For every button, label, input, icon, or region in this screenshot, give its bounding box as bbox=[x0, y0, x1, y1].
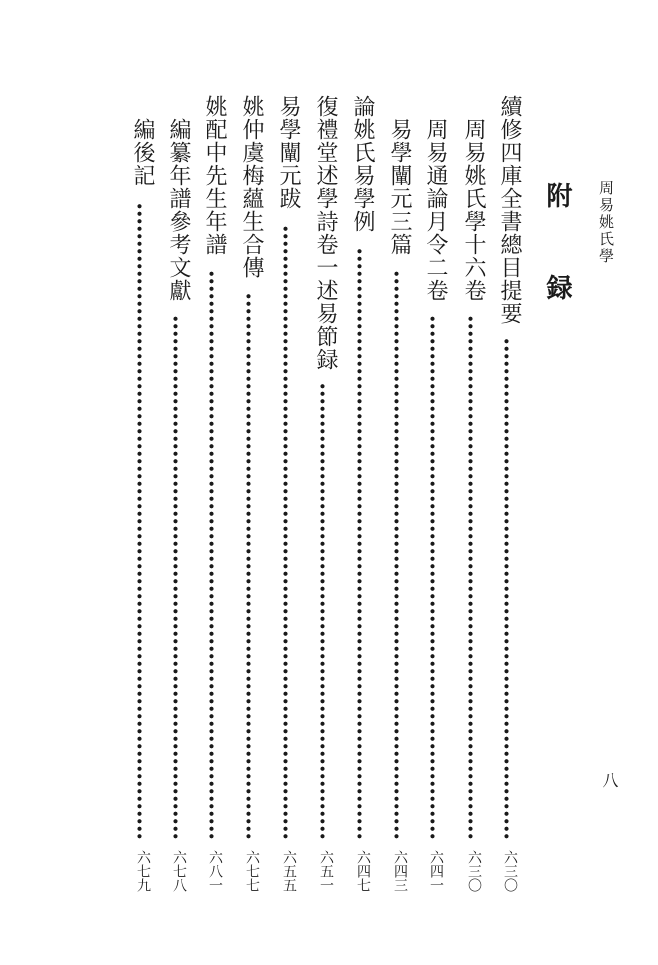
entry-title: 周易姚氏學十六卷 bbox=[461, 118, 486, 302]
dot-leader bbox=[394, 270, 399, 840]
toc-entry[interactable] bbox=[494, 0, 520, 965]
toc-entry[interactable] bbox=[273, 0, 299, 965]
entry-page-number: 六五五 bbox=[281, 850, 297, 892]
dot-leader bbox=[173, 316, 178, 840]
entry-page-number: 六七八 bbox=[171, 850, 187, 892]
section-heading: 附 録 bbox=[542, 182, 572, 320]
entry-page-number: 六四七 bbox=[355, 850, 371, 892]
dot-leader bbox=[283, 226, 288, 840]
entry-title: 易學闡元三篇 bbox=[387, 118, 412, 256]
entry-title: 續修四庫全書總目提要 bbox=[497, 95, 522, 325]
entry-page-number: 六五一 bbox=[318, 850, 334, 892]
entry-page-number: 六七九 bbox=[135, 850, 151, 892]
entry-title: 姚配中先生年譜 bbox=[202, 95, 227, 256]
toc-entry[interactable] bbox=[236, 0, 262, 965]
entry-title: 編後記 bbox=[130, 118, 155, 187]
entry-title: 周易通論月令二卷 bbox=[423, 118, 448, 302]
running-title: 周易姚氏學 bbox=[597, 180, 615, 265]
toc-entry[interactable] bbox=[310, 0, 336, 965]
dot-leader bbox=[137, 203, 142, 840]
page-number: 八 bbox=[600, 772, 619, 788]
dot-leader bbox=[468, 316, 473, 840]
toc-entry[interactable] bbox=[163, 0, 189, 965]
entry-title: 復禮堂述學詩卷一述易節録 bbox=[313, 95, 338, 371]
toc-entry[interactable] bbox=[127, 0, 153, 965]
toc-entry[interactable] bbox=[420, 0, 446, 965]
toc-entry[interactable] bbox=[347, 0, 373, 965]
entry-title: 易學闡元跋 bbox=[276, 95, 301, 210]
toc-entry[interactable] bbox=[199, 0, 225, 965]
dot-leader bbox=[209, 270, 214, 840]
entry-page-number: 六三〇 bbox=[466, 850, 482, 892]
dot-leader bbox=[320, 383, 325, 840]
entry-title: 姚仲虞梅蘊生合傳 bbox=[239, 95, 264, 279]
entry-page-number: 六三〇 bbox=[502, 850, 518, 892]
dot-leader bbox=[246, 293, 251, 840]
entry-title: 論姚氏易學例 bbox=[350, 95, 375, 233]
entry-page-number: 六四三 bbox=[392, 850, 408, 892]
toc-entry[interactable] bbox=[458, 0, 484, 965]
dot-leader bbox=[504, 338, 509, 840]
toc-entry[interactable] bbox=[384, 0, 410, 965]
entry-page-number: 六七七 bbox=[244, 850, 260, 892]
dot-leader bbox=[430, 316, 435, 840]
entry-page-number: 六八一 bbox=[207, 850, 223, 892]
entry-title: 編纂年譜參考文獻 bbox=[166, 118, 191, 302]
dot-leader bbox=[357, 248, 362, 840]
entry-page-number: 六四一 bbox=[428, 850, 444, 892]
